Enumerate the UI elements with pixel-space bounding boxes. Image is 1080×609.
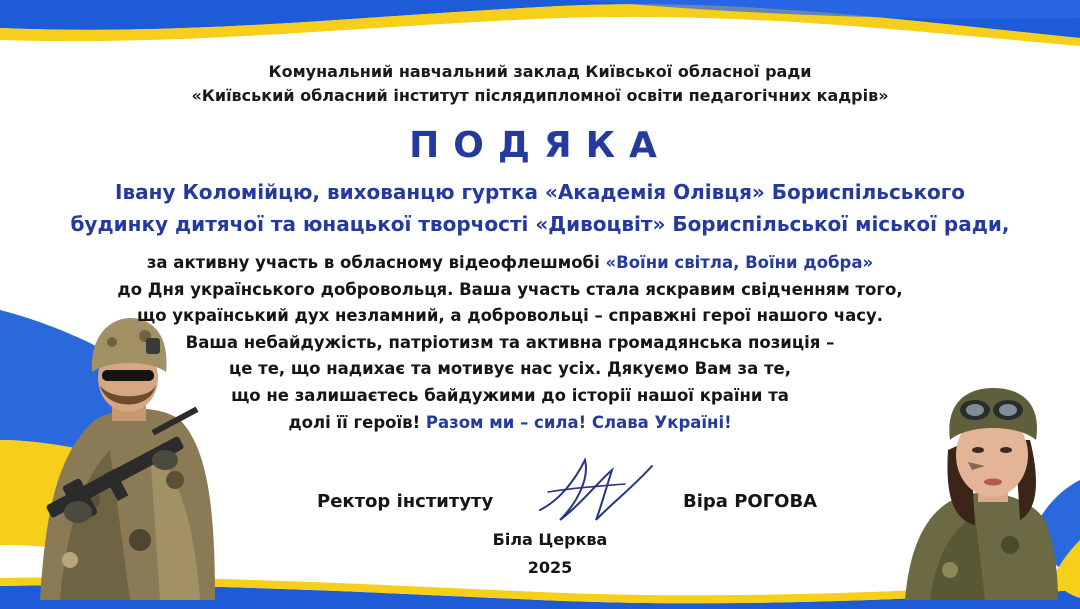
signer-name: Віра РОГОВА bbox=[683, 491, 818, 512]
body-line-4: Ваша небайдужість, патріотизм та активна громадянська позиція – bbox=[185, 332, 835, 352]
body-line-6: що не залишаєтесь байдужими до історії нашої країни та bbox=[231, 385, 789, 405]
year: 2025 bbox=[527, 558, 573, 577]
certificate-title: ПОДЯКА bbox=[409, 125, 671, 166]
signer-position: Ректор інституту bbox=[317, 491, 494, 512]
flashmob-name: «Воїни світла, Воїни добра» bbox=[605, 253, 874, 272]
body-line-5: це те, що надихає та мотивує нас усіх. Дякуємо Вам за те, bbox=[228, 359, 791, 379]
body-line-2: до Дня українського добровольця. Ваша участь стала яскравим свідченням того, bbox=[117, 279, 903, 299]
institution-line-1: Комунальний навчальний заклад Київської обласної ради bbox=[268, 62, 812, 81]
slogan: Разом ми – сила! Слава Україні! bbox=[425, 412, 732, 432]
place-and-year bbox=[480, 526, 620, 582]
place: Біла Церква bbox=[492, 530, 608, 549]
gratitude-text bbox=[60, 250, 960, 436]
body-line-1-text: за активну участь в обласному відеофлешмобі bbox=[146, 253, 606, 272]
body-line-7-text: долі її героїв! bbox=[288, 412, 426, 432]
body-line-7 bbox=[60, 410, 960, 437]
body-line-1 bbox=[60, 250, 960, 277]
body-line-3: що український дух незламний, а добровольці – справжні герої нашого часу. bbox=[136, 306, 884, 326]
recipient-block bbox=[0, 176, 1080, 240]
institution-header bbox=[0, 60, 1080, 108]
recipient-line-1: Івану Коломійцю, вихованцю гуртка «Академія Олівця» Бориспільського bbox=[115, 180, 965, 204]
institution-line-2: «Київський обласний інститут післядипломної освіти педагогічних кадрів» bbox=[191, 86, 889, 105]
recipient-line-2: будинку дитячої та юнацької творчості «Дивоцвіт» Бориспільської міської ради, bbox=[70, 212, 1010, 236]
